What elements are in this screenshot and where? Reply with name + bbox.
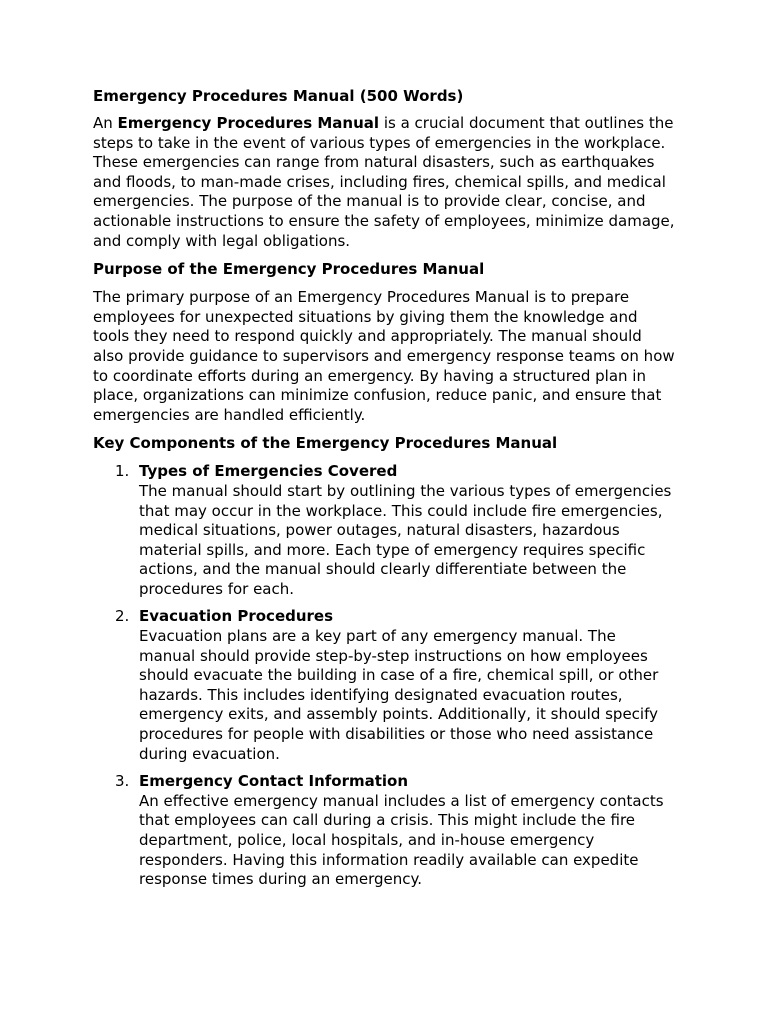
list-item-title: Types of Emergencies Covered — [139, 462, 398, 481]
document-title: Emergency Procedures Manual (500 Words) — [93, 87, 464, 105]
components-list — [93, 462, 676, 889]
intro-paragraph — [93, 114, 676, 251]
list-item-number: 2. — [115, 607, 130, 626]
list-item-body: Evacuation plans are a key part of any emergency manual. The manual should provide step-by-step instructions on how employees should evacuate the building in case of a fire, chemical spill, or other hazards. This includes identifying designated evacuation routes, emergency exits, and assembly points. Additionally, it should specify procedures for people with disabilities or those who need assistance during evacuation. — [139, 627, 659, 763]
list-item — [93, 772, 676, 890]
list-item-number: 1. — [115, 462, 130, 481]
list-item-body: The manual should start by outlining the various types of emergencies that may occur in the workplace. This could include fire emergencies, medical situations, power outages, natural disasters, hazardous material spills, and more. Each type of emergency requires specific actions, and the manual should clearly differentiate between the procedures for each. — [139, 481, 672, 598]
intro-rest: is a crucial document that outlines the steps to take in the event of various types of emergencies in the workplace. These emergencies can range from natural disasters, such as earthquakes and floods, to man-made crises, including fires, chemical spills, and medical emergencies. The purpose of the manual is to provide clear, concise, and actionable instructions to ensure the safety of employees, minimize damage, and comply with legal obligations. — [93, 114, 675, 250]
list-item-body: An effective emergency manual includes a list of emergency contacts that employees can call during a crisis. This might include the fire department, police, local hospitals, and in-house emergency responders. Having this information readily available can expedite response times during an emergency. — [139, 791, 664, 889]
intro-lead: An — [93, 114, 118, 132]
purpose-heading: Purpose of the Emergency Procedures Manual — [93, 260, 485, 279]
list-item-title: Emergency Contact Information — [139, 772, 409, 791]
list-item-number: 3. — [115, 772, 130, 791]
intro-bold-term: Emergency Procedures Manual — [117, 114, 380, 132]
list-item-title: Evacuation Procedures — [139, 607, 334, 626]
list-item — [93, 462, 676, 599]
list-item — [93, 607, 676, 764]
components-heading: Key Components of the Emergency Procedures Manual — [93, 434, 558, 453]
purpose-paragraph: The primary purpose of an Emergency Procedures Manual is to prepare employees for unexpected situations by giving them the knowledge and tools they need to respond quickly and appropriately. The manual should also provide guidance to supervisors and emergency response teams on how to coordinate efforts during an emergency. By having a structured plan in place, organizations can minimize confusion, reduce panic, and ensure that emergencies are handled efficiently. — [93, 288, 675, 424]
